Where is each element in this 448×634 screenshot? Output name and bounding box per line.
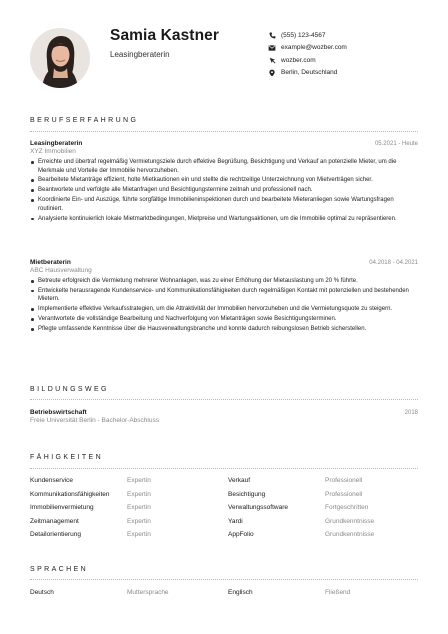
job-bullet: Bearbeitete Mietanträge effizient, holte Mietkautionen ein und stellte die rechtzeitige Unterzeichnung von Mietverträgen sicher.	[30, 176, 418, 185]
candidate-title: Leasingberaterin	[110, 50, 170, 59]
skill-level: Expertin	[127, 490, 151, 498]
job-bullet: Entwickelte herausragende Kundenservice- und Kommunikationsfähigkeiten durch regelmäßigen Kontakt mit potenziellen und bestehenden Mietern.	[30, 287, 418, 304]
language-name: Englisch	[228, 589, 253, 596]
candidate-name: Samia Kastner	[110, 27, 219, 44]
job-bullet: Analysierte kontinuierlich lokale Mietmarktbedingungen, Mietpreise und Wartungsaktionen, um die Immobilie optimal zu repräsentieren.	[30, 215, 418, 224]
resume-header	[0, 0, 448, 108]
section-divider	[30, 131, 418, 132]
contact-website	[268, 54, 347, 67]
skill-name: Besichtigung	[228, 490, 266, 498]
contact-phone	[268, 29, 347, 42]
section-title-experience: BERUFSERFAHRUNG	[30, 117, 139, 124]
skill-name: Verkauf	[228, 477, 251, 484]
job-bullet: Betreute erfolgreich die Vermietung mehrerer Wohnanlagen, was zu einer Erhöhung der Mietauslastung um 20 % führte.	[30, 277, 418, 286]
section-divider	[30, 468, 418, 469]
education-entry	[30, 409, 418, 424]
job-title: Mietberaterin	[30, 259, 71, 266]
job-date: 05.2021 - Heute	[374, 141, 418, 147]
skill-name: Immobilienvermietung	[30, 504, 94, 511]
education-school: Freie Universität Berlin - Bachelor-Abschluss	[30, 417, 159, 424]
job-bullet: Erreichte und übertraf regelmäßig Vermietungsziele durch effektive Begrüßung, Besichtigung und Verkauf an potenzielle Mieter, um die Merkmale und Vorteile der Immobilie hervorzuheben.	[30, 158, 418, 175]
section-divider	[30, 579, 418, 580]
experience-entry	[30, 140, 418, 225]
job-bullet: Koordinierte Ein- und Auszüge, führte sorgfältige Immobilieninspektionen durch und bearbeitete Mieteranliegen sowie Wartungsfragen routiniert.	[30, 196, 418, 213]
email-icon	[268, 44, 276, 52]
contact-email-text[interactable]: example@wozber.com	[281, 44, 347, 52]
skill-level: Expertin	[127, 531, 151, 538]
skill-level: Expertin	[127, 517, 151, 525]
experience-entry	[30, 259, 418, 335]
contact-list	[268, 29, 347, 79]
section-title-education: BILDUNGSWEG	[30, 386, 109, 393]
skill-level: Professionell	[325, 490, 363, 498]
language-level: Muttersprache	[127, 589, 169, 596]
skill-name: Zeitmanagement	[30, 517, 79, 525]
link-icon	[268, 56, 276, 64]
job-company: ABC Hausverwaltung	[30, 267, 92, 274]
skill-level: Fortgeschritten	[325, 504, 369, 511]
skill-level: Professionell	[325, 477, 363, 484]
education-degree: Betriebswirtschaft	[30, 409, 87, 416]
skill-level: Expertin	[127, 504, 151, 511]
section-divider	[30, 399, 418, 400]
skill-level: Grundkenntnisse	[325, 531, 375, 538]
section-title-skills: FÄHIGKEITEN	[30, 454, 104, 461]
education-year: 2018	[404, 410, 418, 416]
skill-name: Verwaltungssoftware	[228, 504, 288, 511]
job-bullet: Implementierte effektive Verkaufsstrategien, um die Attraktivität der Immobilien hervorzuheben und die Vermietungsquote zu steigern.	[30, 305, 418, 314]
job-company: XYZ Immobilien	[30, 148, 76, 155]
skill-name: Kommunikationsfähigkeiten	[30, 490, 110, 498]
job-bullet: Pflegte umfassende Kenntnisse über die Hausverwaltungsbranche und konnte dadurch reibungslosen Betrieb sicherstellen.	[30, 325, 418, 334]
skill-name: AppFolio	[228, 531, 254, 538]
location-icon	[268, 69, 276, 77]
skill-level: Expertin	[127, 477, 151, 484]
skill-name: Detailorientierung	[30, 531, 81, 538]
contact-phone-text[interactable]: (555) 123-4567	[281, 31, 326, 39]
skill-name: Yardi	[228, 517, 243, 525]
job-bullets	[30, 277, 418, 334]
contact-website-text[interactable]: wozber.com	[281, 56, 316, 64]
job-date: 04.2018 - 04.2021	[369, 260, 418, 266]
job-bullet: Verantwortete die vollständige Bearbeitung und Nachverfolgung von Mietanträgen sowie Besichtigungsterminen.	[30, 315, 418, 324]
profile-photo	[30, 28, 90, 88]
section-title-languages: SPRACHEN	[30, 566, 89, 573]
language-level: Fließend	[325, 589, 351, 596]
contact-email	[268, 42, 347, 55]
contact-location	[268, 67, 347, 80]
language-name: Deutsch	[30, 589, 54, 596]
job-bullets	[30, 158, 418, 223]
job-bullet: Beantwortete und verfolgte alle Mietanfragen und Besichtigungstermine zeitnah und professionell nach.	[30, 186, 418, 195]
phone-icon	[268, 31, 276, 39]
skill-level: Grundkenntnisse	[325, 517, 375, 525]
contact-location-text: Berlin, Deutschland	[281, 69, 338, 77]
job-title: Leasingberaterin	[30, 140, 83, 147]
skill-name: Kundenservice	[30, 477, 73, 484]
